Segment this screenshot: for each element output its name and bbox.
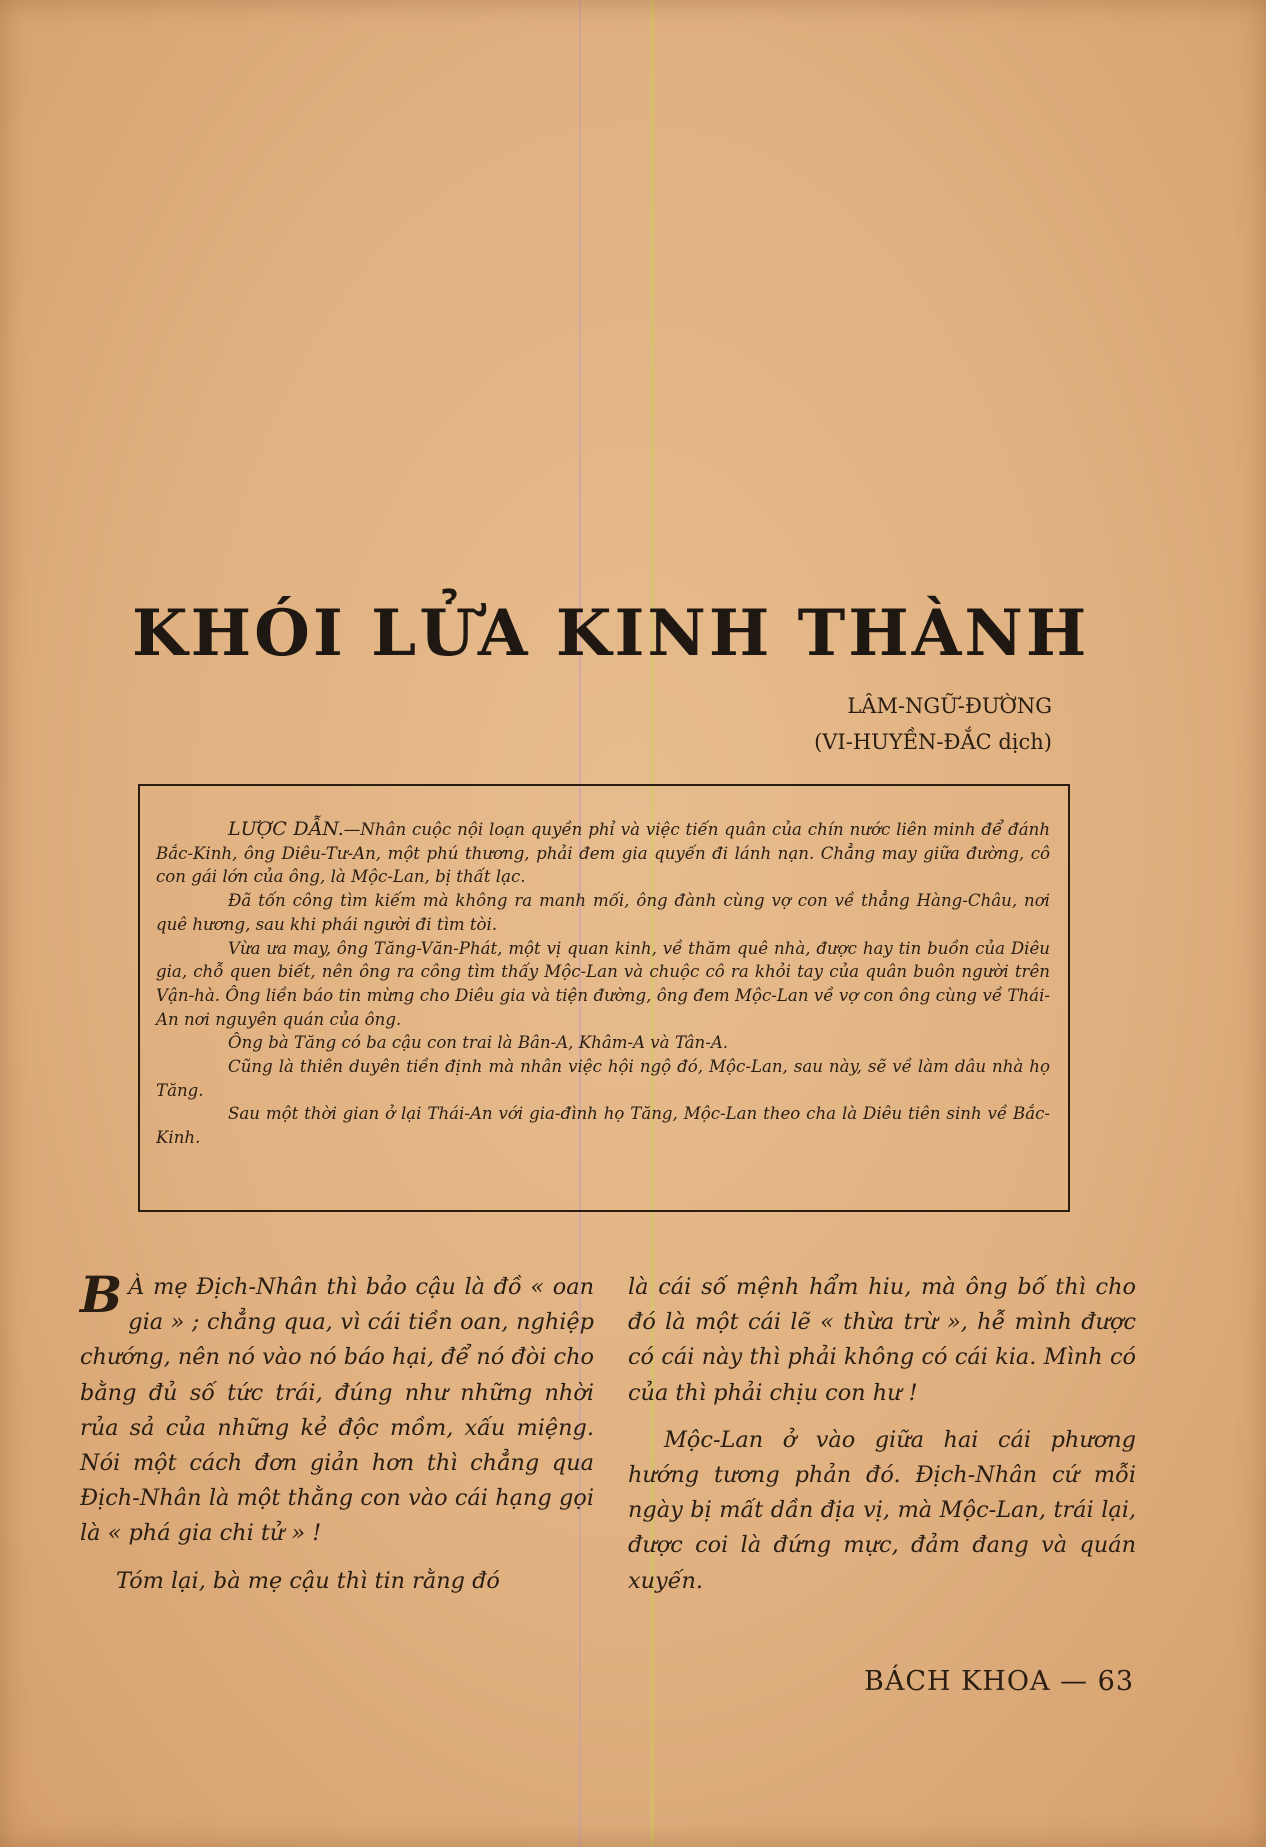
summary-lead: LƯỢC DẪN. bbox=[228, 818, 344, 840]
body-paragraph: là cái số mệnh hẩm hiu, mà ông bố thì cho đó là một cái lẽ « thừa trừ », hễ mình được có cái này thì phải không có cái kia. Mình có của thì phải chịu con hư ! bbox=[628, 1274, 1136, 1406]
translator-credit: (VI-HUYỀN-ĐẮC dịch) bbox=[814, 730, 1052, 754]
page-footer: BÁCH KHOA — 63 bbox=[864, 1666, 1134, 1697]
drop-cap: B bbox=[80, 1265, 123, 1324]
body-column-left bbox=[80, 1265, 594, 1611]
author-name: LÂM-NGỮ-ĐƯỜNG bbox=[847, 694, 1052, 718]
byline bbox=[814, 688, 1052, 760]
summary-paragraph: Sau một thời gian ở lại Thái-An với gia-đình họ Tăng, Mộc-Lan theo cha là Diêu tiên sinh về Bắc-Kinh. bbox=[156, 1104, 1050, 1148]
body-paragraph: Mộc-Lan ở vào giữa hai cái phương hướng tương phản đó. Địch-Nhân cứ mỗi ngày bị mất dần địa vị, mà Mộc-Lan, trái lại, được coi là đứng mực, đảm đang và quán xuyến. bbox=[628, 1426, 1136, 1594]
summary-box bbox=[138, 784, 1070, 1212]
summary-paragraph bbox=[156, 818, 1050, 889]
body-text: À mẹ Địch-Nhân thì bảo cậu là đồ « oan gia » ; chẳng qua, vì cái tiền oan, nghiệp chướng, nên nó vào nó báo hại, để nó đòi cho bằng đủ số tức trái, đúng như những nhời rủa sả của những kẻ độc mồm, xấu miệng. Nói một cách đơn giản hơn thì chẳng qua Địch-Nhân là một thằng con vào cái hạng gọi là « phá gia chi tử » ! bbox=[80, 1274, 594, 1547]
summary-paragraph: Đã tốn công tìm kiếm mà không ra manh mối, ông đành cùng vợ con về thẳng Hàng-Châu, nơi quê hương, sau khi phái người đi tìm tòi. bbox=[156, 891, 1050, 934]
body-paragraph bbox=[80, 1265, 594, 1552]
summary-paragraph: Cũng là thiên duyên tiền định mà nhân việc hội ngộ đó, Mộc-Lan, sau này, sẽ về làm dâu nhà họ Tăng. bbox=[156, 1057, 1050, 1100]
story-title: KHÓI LỬA KINH THÀNH bbox=[132, 596, 1090, 671]
body-paragraph: Tóm lại, bà mẹ cậu thì tin rằng đó bbox=[116, 1567, 500, 1594]
summary-paragraph: Vừa ưa may, ông Tăng-Văn-Phát, một vị quan kinh, về thăm quê nhà, được hay tin buồn của Diêu gia, chỗ quen biết, nên ông ra công tìm thấy Mộc-Lan và chuộc cô ra khỏi tay của quân buôn người trên Vận-hà. Ông liền báo tin mừng cho Diêu gia và tiện đường, ông đem Mộc-Lan về vợ con ông cùng về Thái-An nơi nguyên quán của ông. bbox=[156, 938, 1050, 1029]
body-column-right bbox=[628, 1270, 1136, 1611]
summary-paragraph: Ông bà Tăng có ba cậu con trai là Bân-A, Khâm-A và Tân-A. bbox=[228, 1033, 729, 1053]
summary-text: —Nhân cuộc nội loạn quyền phỉ và việc tiến quân của chín nước liên minh để đánh Bắc-Kinh, ông Diêu-Tư-An, một phú thương, phải đem gia quyến đi lánh nạn. Chẳng may giữa đường, cô con gái lớn của ông, là Mộc-Lan, bị thất lạc. bbox=[156, 820, 1051, 887]
